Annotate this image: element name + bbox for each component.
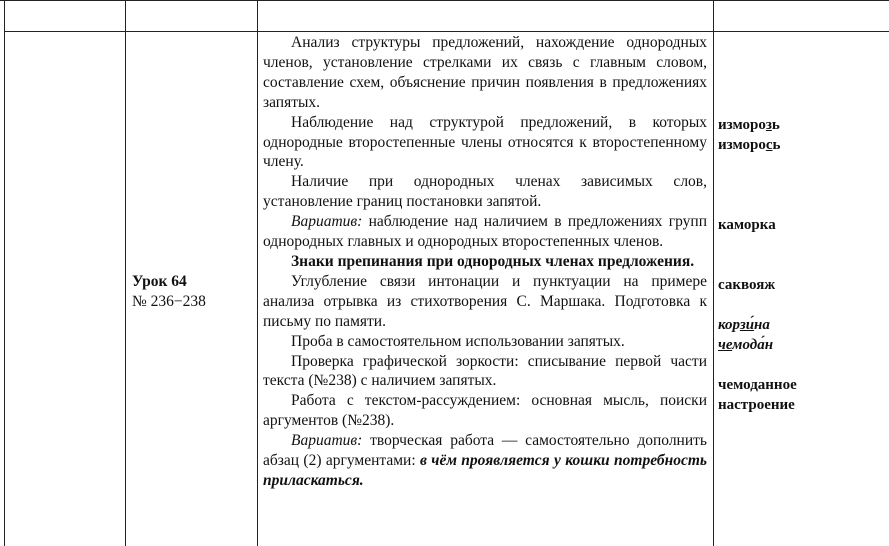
vocab-word-part: мода́н	[732, 337, 774, 353]
vocab-word	[718, 135, 780, 155]
table-column-divider	[257, 0, 258, 546]
lesson-content	[263, 33, 707, 491]
paragraph-text: наблюдение над наличием в предложениях групп однородных главных и однородных второстепенных членов.	[263, 213, 707, 251]
paragraph-text: творческая работа — самостоятельно дополнить абзац (2) аргументами:	[263, 432, 707, 470]
content-paragraph: Работа с текстом-рассуждением: основная мысль, поиски аргументов (№238).	[263, 392, 707, 430]
vocab-word	[718, 115, 780, 135]
topic-heading: Знаки препинания при однородных членах предложения.	[291, 252, 695, 270]
content-paragraph: Проверка графической зоркости: списывание первой части текста (№238) с наличием запятых.	[263, 352, 707, 390]
vocab-word: чемоданное	[718, 377, 797, 393]
content-paragraph: Углубление связи интонации и пунктуации на примере анализа отрывка из стихотворения С. Маршака. Подготовка к письму по памяти.	[263, 272, 707, 330]
vocab-word-part: ь	[771, 117, 780, 133]
vocab-word	[718, 315, 770, 335]
vocab-word: саквояж	[718, 277, 776, 293]
vocab-word-part: на	[754, 317, 770, 333]
lesson-pages: № 236−238	[132, 293, 206, 310]
variative-label: Вариатив:	[291, 432, 363, 450]
vocab-word: настроение	[718, 397, 795, 413]
content-paragraph	[263, 431, 707, 491]
content-paragraph: Наблюдение над структурой предложений, в которых однородные второстепенные члены относятся к второстепенному члену.	[263, 113, 707, 171]
vocab-word	[718, 335, 773, 355]
lesson-cell	[132, 272, 206, 312]
table-column-divider	[4, 0, 5, 546]
vocab-word-part: ь	[772, 137, 781, 153]
content-paragraph: Проба в самостоятельном использовании запятых.	[291, 332, 625, 350]
table-column-divider	[713, 0, 714, 546]
vocab-word-part: изморо	[718, 137, 766, 153]
vocab-word-underlined: зи́	[739, 317, 755, 333]
vocab-word-underlined: з	[765, 117, 772, 133]
vocab-word-underlined: че	[718, 337, 733, 353]
content-paragraph	[263, 212, 707, 252]
variative-label: Вариатив:	[291, 213, 363, 231]
table-top-border	[0, 0, 889, 1]
content-paragraph: Анализ структуры предложений, нахождение однородных членов, установление стрелками их связь с главным словом, составление схем, объяснение причин появления в предложениях запятых.	[263, 34, 707, 111]
vocab-word-underlined: с	[765, 137, 773, 153]
paragraph-italic-text: в чём проявляется у кошки потребность приласкаться.	[263, 452, 708, 489]
vocab-word: каморка	[718, 217, 776, 233]
vocab-word-part: изморо	[718, 117, 766, 133]
vocab-word-part: кор	[718, 317, 740, 333]
lesson-title: Урок 64	[132, 273, 187, 290]
table-row-divider	[4, 31, 889, 32]
content-paragraph: Наличие при однородных членах зависимых слов, установление границ постановки запятой.	[263, 173, 707, 211]
table-column-divider	[125, 0, 126, 546]
